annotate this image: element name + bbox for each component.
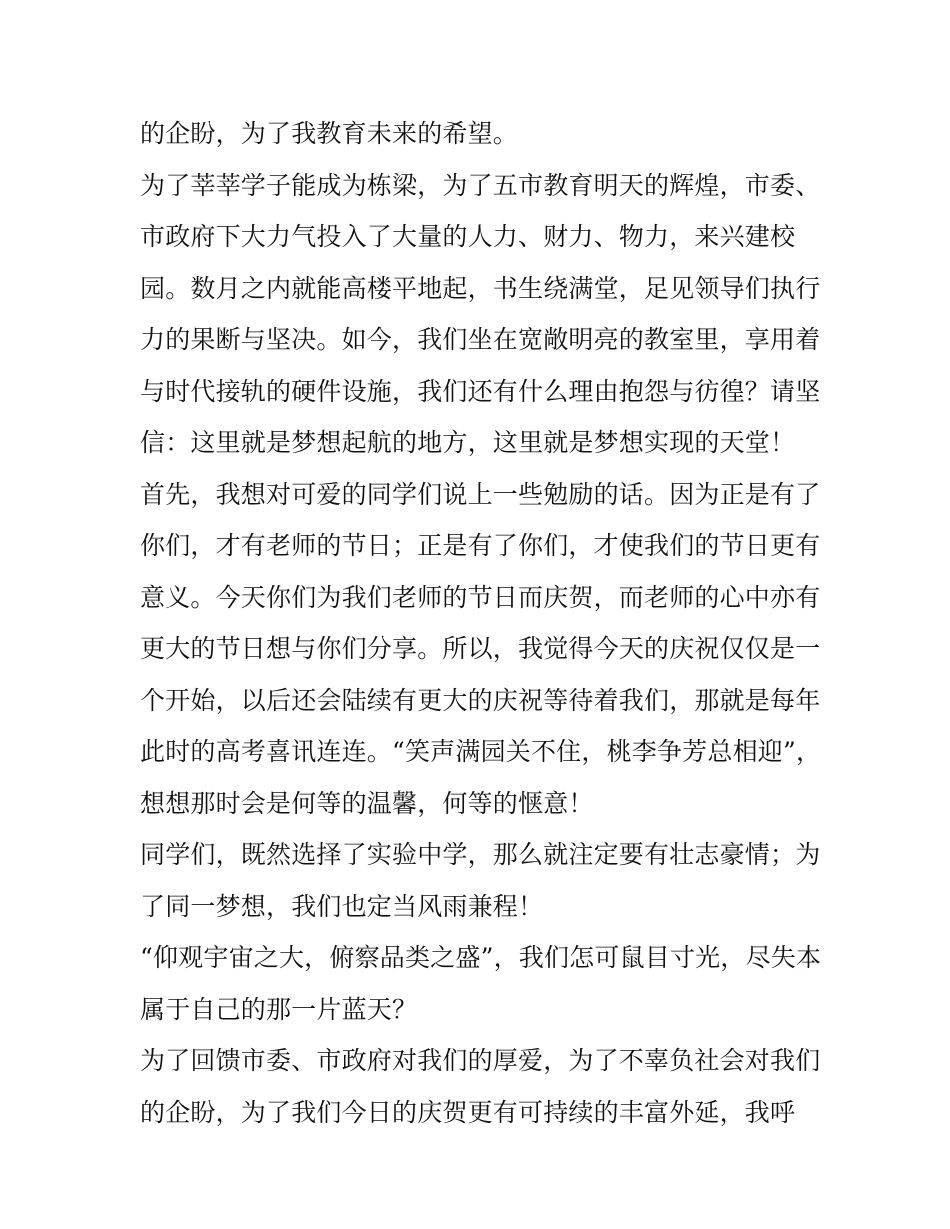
- text-line: 首先，我想对可爱的同学们说上一些勉励的话。因为正是有了: [140, 479, 821, 509]
- text-line: 与时代接轨的硬件设施，我们还有什么理由抱怨与彷徨？请坚: [140, 376, 821, 406]
- text-line: 了同一梦想，我们也定当风雨兼程！: [140, 891, 544, 921]
- text-line: 更大的节日想与你们分享。所以，我觉得今天的庆祝仅仅是一: [140, 634, 821, 663]
- text-line: 个开始，以后还会陆续有更大的庆祝等待着我们，那就是每年: [140, 685, 821, 715]
- document-body: [140, 108, 820, 1138]
- text-line: 的企盼，为了我们今日的庆贺更有可持续的丰富外延，我呼: [140, 1097, 796, 1127]
- text-line: 想想那时会是何等的温馨，何等的惬意！: [140, 788, 594, 818]
- text-line: 的企盼，为了我教育未来的希望。: [140, 119, 519, 148]
- text-line: 同学们，既然选择了实验中学，那么就注定要有壮志豪情；为: [140, 840, 821, 869]
- text-line: 意义。今天你们为我们老师的节日而庆贺，而老师的心中亦有: [140, 582, 821, 612]
- text-line: 园。数月之内就能高楼平地起，书生绕满堂，足见领导们执行: [140, 273, 821, 303]
- text-line: “仰观宇宙之大，俯察品类之盛”，我们怎可鼠目寸光，尽失本: [140, 943, 822, 972]
- text-line: 此时的高考喜讯连连。“笑声满园关不住，桃李争芳总相迎”，: [140, 737, 822, 766]
- text-line: 为了莘莘学子能成为栋梁，为了五市教育明天的辉煌，市委、: [140, 170, 821, 200]
- text-line: 你们，才有老师的节日；正是有了你们，才使我们的节日更有: [140, 531, 821, 560]
- text-line: 为了回馈市委、市政府对我们的厚爱，为了不辜负社会对我们: [140, 1046, 821, 1075]
- text-line: 力的果断与坚决。如今，我们坐在宽敞明亮的教室里，享用着: [140, 325, 821, 354]
- text-line: 信：这里就是梦想起航的地方，这里就是梦想实现的天堂！: [140, 428, 796, 457]
- text-line: 市政府下大力气投入了大量的人力、财力、物力，来兴建校: [140, 222, 796, 251]
- text-line: 属于自己的那一片蓝天？: [140, 994, 418, 1024]
